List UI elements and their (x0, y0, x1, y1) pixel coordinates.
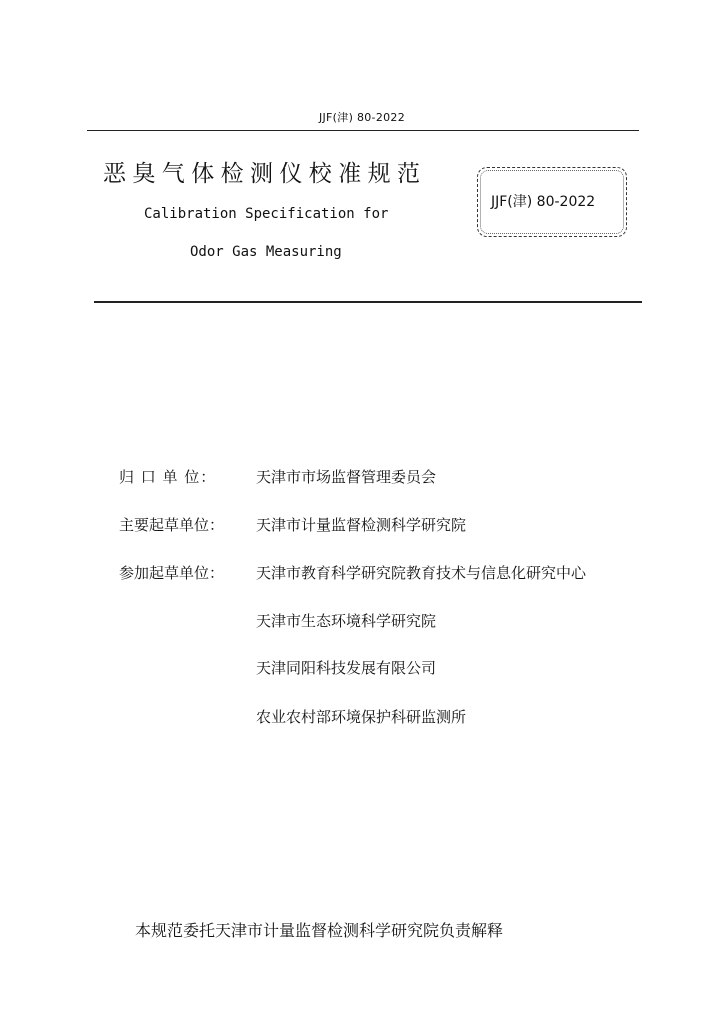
document-title: 恶臭气体检测仪校准规范 (103, 161, 427, 187)
participating-drafter-3: 天津同阳科技发展有限公司 (256, 659, 437, 677)
responsible-unit: 天津市市场监督管理委员会 (256, 468, 437, 486)
label-responsible-unit: 归 口 单 位： (119, 468, 217, 486)
label-main-drafter: 主要起草单位： (119, 516, 225, 534)
main-drafter: 天津市计量监督检测科学研究院 (256, 516, 467, 534)
header-rule (87, 130, 639, 131)
participating-drafter-4: 农业农村部环境保护科研监测所 (256, 708, 467, 726)
participating-drafter-1: 天津市教育科学研究院教育技术与信息化研究中心 (256, 564, 587, 582)
title-rule (94, 301, 642, 303)
code-box-text: JJF(津) 80-2022 (491, 194, 596, 210)
header-code: JJF(津) 80-2022 (318, 111, 406, 124)
participating-drafter-2: 天津市生态环境科学研究院 (256, 612, 437, 630)
label-participating-drafters: 参加起草单位： (119, 564, 225, 582)
english-title-line2: Odor Gas Measuring (190, 244, 342, 260)
english-title-line1: Calibration Specification for (144, 206, 389, 222)
interpretation-note: 本规范委托天津市计量监督检测科学研究院负责解释 (135, 921, 504, 940)
